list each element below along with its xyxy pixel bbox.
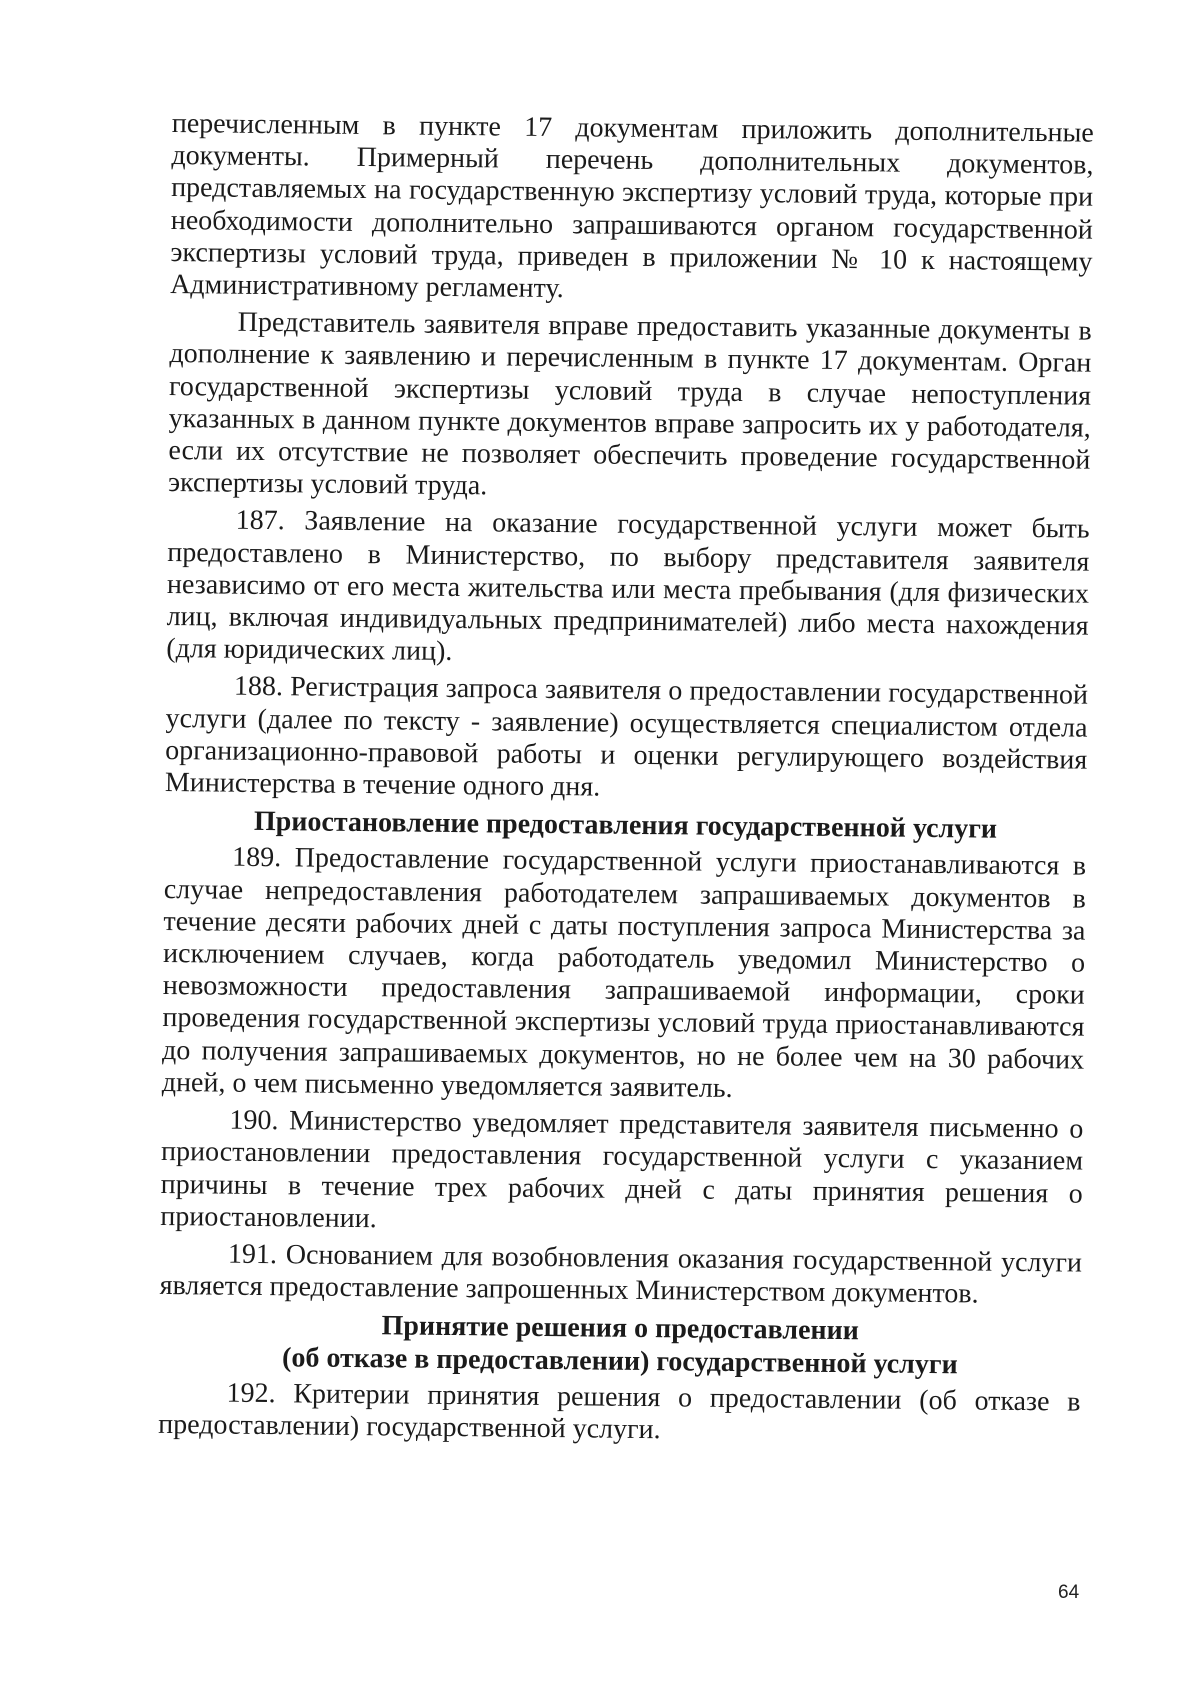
paragraph-189: 189. Предоставление государственной услуги приостанавливаются в случае непредоставления работодателем запрашиваемых документов в течение десяти рабочих дней с даты поступления запроса Министерства за исключением случаев, когда работодатель уведомил Министерство о невозможности предоставления запрашиваемой информации, сроки проведения государственной экспертизы условий труда приостанавливаются до получения запрашиваемых документов, но не более чем на 30 рабочих дней, о чем письменно уведомляется заявитель. <box>161 842 1087 1104</box>
paragraph-191: 191. Основанием для возобновления оказания государственной услуги является предоставление запрошенных Министерством документов. <box>159 1238 1083 1310</box>
paragraph-192: 192. Критерии принятия решения о предоставлении (об отказе в предоставлении) государственной услуги. <box>158 1377 1081 1446</box>
heading-suspension: Приостановление предоставления государственной услуги <box>253 806 998 845</box>
paragraph-additional-documents: перечисленным в пункте 17 документам приложить дополнительные документы. Примерный перечень дополнительных документов, представляемых на государственную экспертизу условий труда, которые при необходимости дополнительно запрашиваются органом государственной экспертизы условий труда, приведен в приложении № 10 к настоящему Административному регламенту. <box>169 108 1094 305</box>
heading-decision-line-1: Принятие решения о предоставлении <box>381 1310 860 1347</box>
paragraph-190: 190. Министерство уведомляет представителя заявителя письменно о приостановлении предоставления государственной услуги с указанием причины в течение трех рабочих дней с даты принятия решения о приостановлении. <box>160 1104 1084 1234</box>
page-number: 64 <box>1058 1582 1080 1603</box>
heading-decision <box>159 1308 1082 1382</box>
heading-decision-line-2: (об отказе в предоставлении) государственной услуги <box>281 1341 958 1380</box>
paragraph-representative-rights: Представитель заявителя вправе предоставить указанные документы в дополнение к заявлению и перечисленным в пункте 17 документам. Орган государственной экспертизы условий труда в случае непоступления указанных в данном пункте документов вправе запросить их у работодателя, если их отсутствие не позволяет обеспечить проведение государственной экспертизы условий труда. <box>167 306 1092 502</box>
document-body <box>158 108 1094 1451</box>
paragraph-188: 188. Регистрация запроса заявителя о предоставлении государственной услуги (далее по тексту - заявление) осуществляется специалистом отдела организационно-правовой работы и оценки регулирующего воздействия Министерства в течение одного дня. <box>164 671 1089 803</box>
paragraph-187: 187. Заявление на оказание государственной услуги может быть предоставлено в Министерство, по выбору представителя заявителя независимо от его места жительства или места пребывания (для физических лиц, включая индивидуальных предпринимателей) либо места нахождения (для юридических лиц). <box>166 505 1090 668</box>
